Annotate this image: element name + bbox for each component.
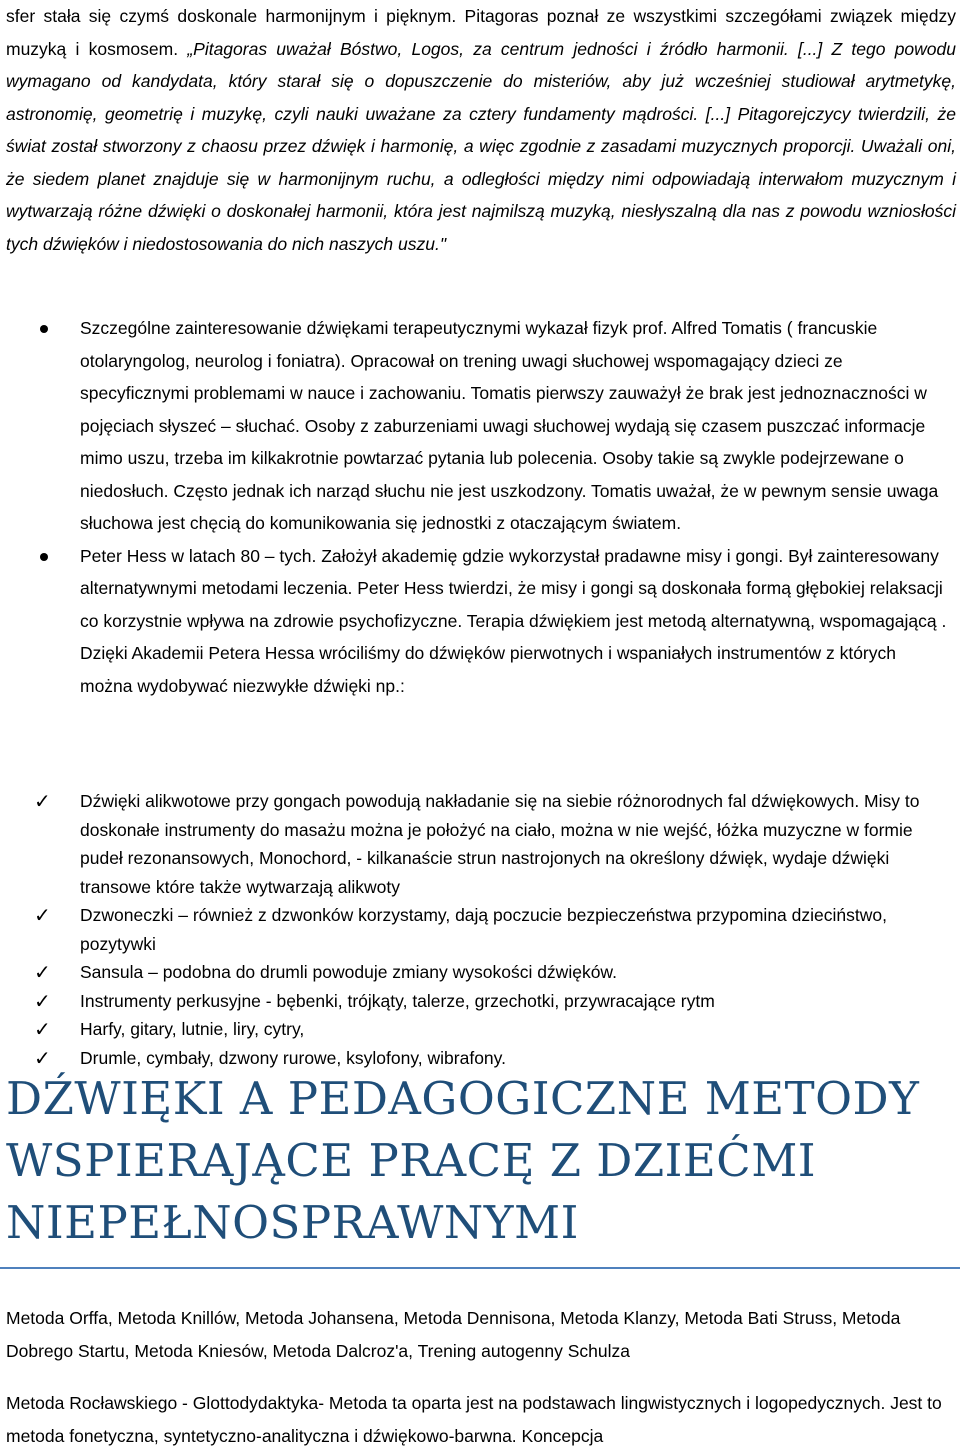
list-item	[0, 987, 955, 1016]
list-item-text: Sansula – podobna do drumli powoduje zmiany wysokości dźwięków.	[80, 962, 617, 982]
methods-paragraph: Metoda Orffa, Metoda Knillów, Metoda Johansena, Metoda Dennisona, Metoda Klanzy, Metoda Bati Struss, Metoda Dobrego Startu, Metoda Kniesów, Metoda Dalcroz'a, Trening autogenny Schulza	[6, 1308, 901, 1361]
list-item-text: Dźwięki alikwotowe przy gongach powodują nakładanie się na siebie różnorodnych fal dźwiękowych. Misy to doskonałe instrumenty do masażu można je położyć na ciało, można w nie wejść, łóżka muzyczne w formie pudeł rezonansowych, Monochord, - kilkanaście strun nastrojonych na określony dźwięk, wydaje dźwięki transowe które także wytwarzają alikwoty	[80, 791, 920, 897]
checkmark-icon: ✓	[34, 789, 51, 813]
list-item	[0, 1015, 955, 1044]
intro-plain-text: sfer stała się czymś doskonale harmonijnym i pięknym. Pitagoras poznał ze wszystkimi szczegółami związek między muzyką i kosmosem.	[6, 6, 956, 59]
list-item	[0, 901, 955, 958]
list-item-text: Drumle, cymbały, dzwony rurowe, ksylofony, wibrafony.	[80, 1047, 506, 1068]
section-heading: DŹWIĘKI A PEDAGOGICZNE METODY WSPIERAJĄCE PRACĘ Z DZIEĆMI NIEPEŁNOSPRAWNYMI	[6, 1072, 920, 1249]
list-item-text: Peter Hess w latach 80 – tych. Założył akademię gdzie wykorzystał pradawne misy i gongi. Był zainteresowany alternatywnymi metodami leczenia. Peter Hess twierdzi, że misy i gongi są doskonała formą głębokiej relaksacji co korzystnie wpływa na zdrowie psychofizyczne. Terapia dźwiękiem jest metodą alternatywną, wspomagającą . Dzięki Akademii Petera Hessa wróciliśmy do dźwięków pierwotnych i wspaniałych instrumentów z których można wydobywać niezwykłe dźwięki np.:	[80, 545, 947, 696]
checkmark-icon: ✓	[34, 903, 51, 927]
checkmark-icon: ✓	[34, 1017, 51, 1041]
checkmark-icon: ✓	[34, 960, 51, 984]
intro-quote-text: „Pitagoras uważał Bóstwo, Logos, za centrum jedności i źródło harmonii. [...] Z tego powodu wymagano od kandydata, który starał się o dopuszczenie do misteriów, aby już wcześniej studiował arytmetykę, astronomię, geometrię i muzykę, czyli nauki uważane za cztery fundamenty mądrości. [...] Pitagorejczycy twierdzili, że świat został stworzony z chaosu przez dźwięk i harmonię, a więc zgodnie z zasadami muzycznych proporcji. Uważali oni, że siedem planet znajduje się w harmonijnym ruchu, a odległości między nimi odpowiadają interwałom muzycznym i wytwarzają różne dźwięki o doskonałej harmonii, która jest najmilszą muzyką, niesłyszalną dla nas z powodu wzniosłości tych dźwięków i niedostosowania do nich naszych uszu."	[6, 38, 956, 254]
checkmark-icon: ✓	[34, 988, 51, 1013]
list-item	[0, 787, 955, 901]
bullet-icon	[40, 553, 48, 561]
bullet-list	[0, 312, 960, 702]
list-item	[0, 540, 950, 703]
roclawski-paragraph: Metoda Rocławskiego - Glottodydaktyka- Metoda ta oparta jest na podstawach lingwistycznych i logopedycznych. Jest to metoda fonetyczna, syntetyczno-analityczna i dźwiękowo-barwna. Koncepcja	[6, 1393, 942, 1446]
list-item-text: Dzwoneczki – również z dzwonków korzystamy, dają poczucie bezpieczeństwa przypomina dzieciństwo, pozytywki	[80, 905, 887, 954]
checkmark-icon: ✓	[34, 1045, 51, 1070]
list-item	[0, 312, 950, 540]
list-item-text: Harfy, gitary, lutnie, liry, cytry,	[80, 1019, 305, 1039]
list-item	[0, 958, 955, 987]
heading-divider	[0, 1267, 960, 1269]
intro-paragraph	[6, 0, 956, 260]
list-item-text: Instrumenty perkusyjne - bębenki, trójkąty, talerze, grzechotki, przywracające rytm	[80, 990, 715, 1011]
list-item-text: Szczególne zainteresowanie dźwiękami terapeutycznymi wykazał fizyk prof. Alfred Tomatis ( francuskie otolaryngolog, neurolog i foniatra). Opracował on trening uwagi słuchowej wspomagający dzieci ze specyficznymi problemami w nauce i zachowaniu. Tomatis pierwszy zauważył że brak jest jednoznaczności w pojęciach słyszeć – słuchać. Osoby z zaburzeniami uwagi słuchowej wydają się czasem puszczać informacje mimo uszu, trzeba im kilkakrotnie powtarzać pytania lub polecenia. Osoby takie są zwykle podejrzewane o niedosłuch. Często jednak ich narząd słuchu nie jest uszkodzony. Tomatis uważał, że w pewnym sensie uwaga słuchowa jest chęcią do komunikowania się jednostki z otaczającym światem.	[80, 318, 939, 533]
bullet-icon	[40, 325, 48, 333]
checkmark-list	[0, 787, 960, 1072]
